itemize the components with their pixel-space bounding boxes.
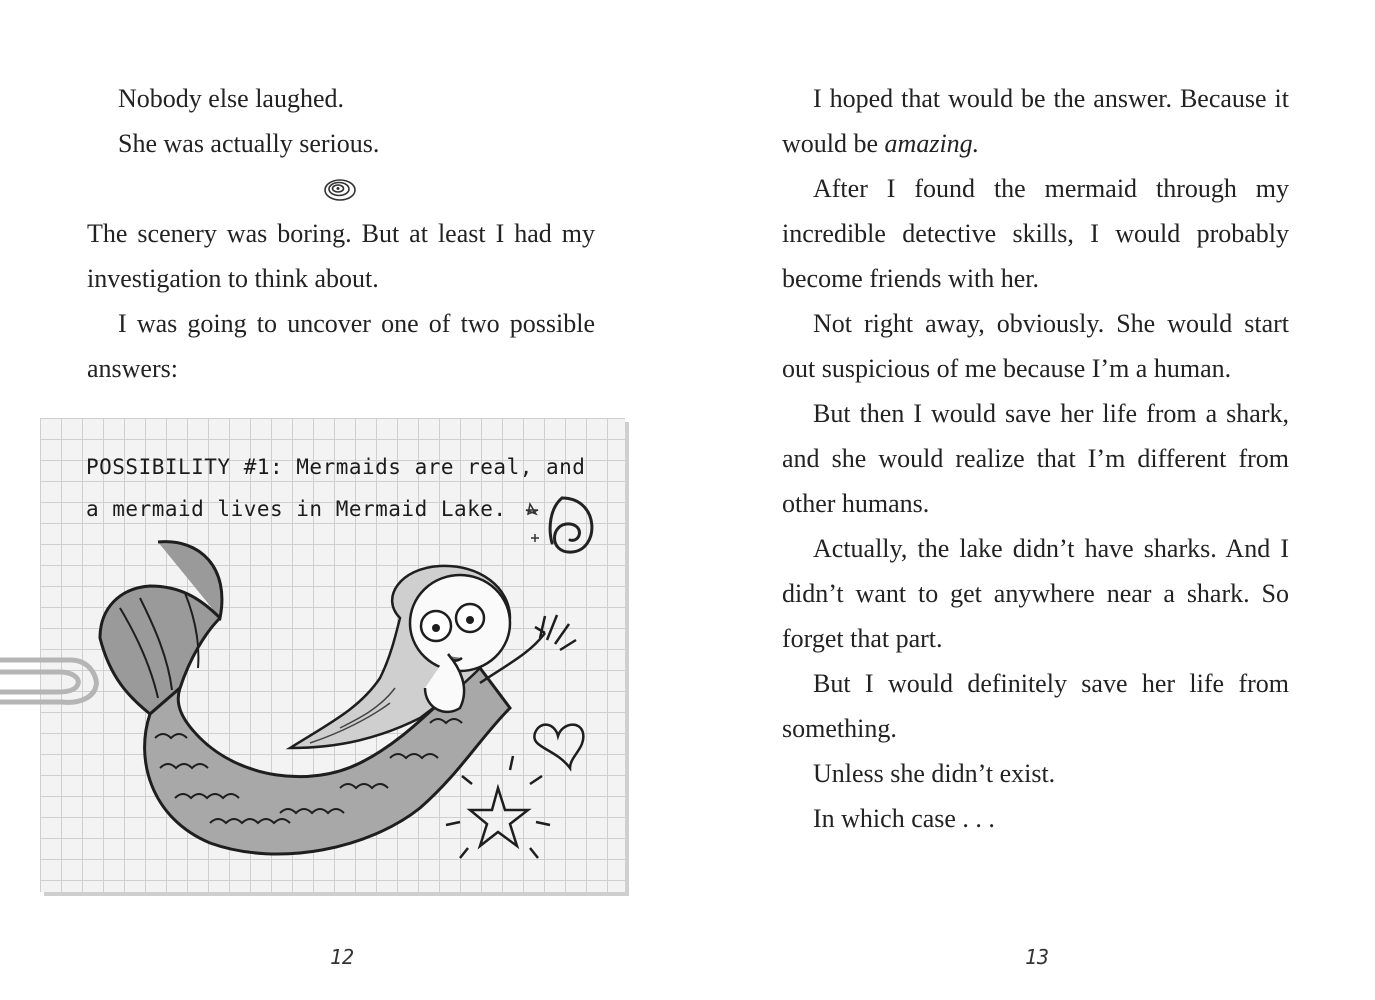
- note-card: [40, 418, 625, 892]
- left-page: [0, 0, 687, 1000]
- paragraph: But then I would save her life from a shark, and she would realize that I’m different from other humans.: [782, 399, 1289, 518]
- paragraph: Unless she didn’t exist.: [813, 759, 1056, 788]
- page-number: 13: [1025, 945, 1050, 969]
- paragraph: In which case . . .: [813, 804, 995, 833]
- paragraph: Nobody else laughed.: [118, 84, 345, 113]
- left-text-bottom: [87, 211, 595, 391]
- paragraph: Actually, the lake didn’t have sharks. And I didn’t want to get anywhere near a shark. So forget that part.: [782, 534, 1289, 653]
- paragraph: After I found the mermaid through my incredible detective skills, I would probably become friends with her.: [782, 174, 1289, 293]
- paragraph: The scenery was boring. But at least I had my investigation to think about.: [87, 219, 595, 293]
- paragraph-text: I hoped that would be the answer. Because it would be: [782, 84, 1289, 158]
- paragraph: She was actually serious.: [118, 129, 380, 158]
- paper-clip-icon: [0, 652, 100, 712]
- sparkle-icon: [526, 504, 539, 542]
- spiral-shell-icon: [550, 498, 592, 552]
- star-icon: [446, 756, 550, 858]
- note-title: POSSIBILITY #1: Mermaids are real, and a mermaid lives in Mermaid Lake.: [86, 455, 586, 521]
- paragraph: Not right away, obviously. She would start out suspicious of me because I’m a human.: [782, 309, 1289, 383]
- left-text-top: [87, 76, 595, 166]
- paragraph: [782, 76, 1289, 166]
- page-number: 12: [330, 945, 355, 969]
- note-illustration: [40, 418, 625, 892]
- right-page: [687, 0, 1375, 1000]
- paragraph: I was going to uncover one of two possible answers:: [87, 309, 595, 383]
- paragraph: But I would definitely save her life from something.: [782, 669, 1289, 743]
- heart-icon: [534, 725, 583, 768]
- right-text: [782, 76, 1289, 841]
- emphasis: amazing.: [884, 129, 980, 158]
- spiral-shell-icon: [322, 176, 358, 204]
